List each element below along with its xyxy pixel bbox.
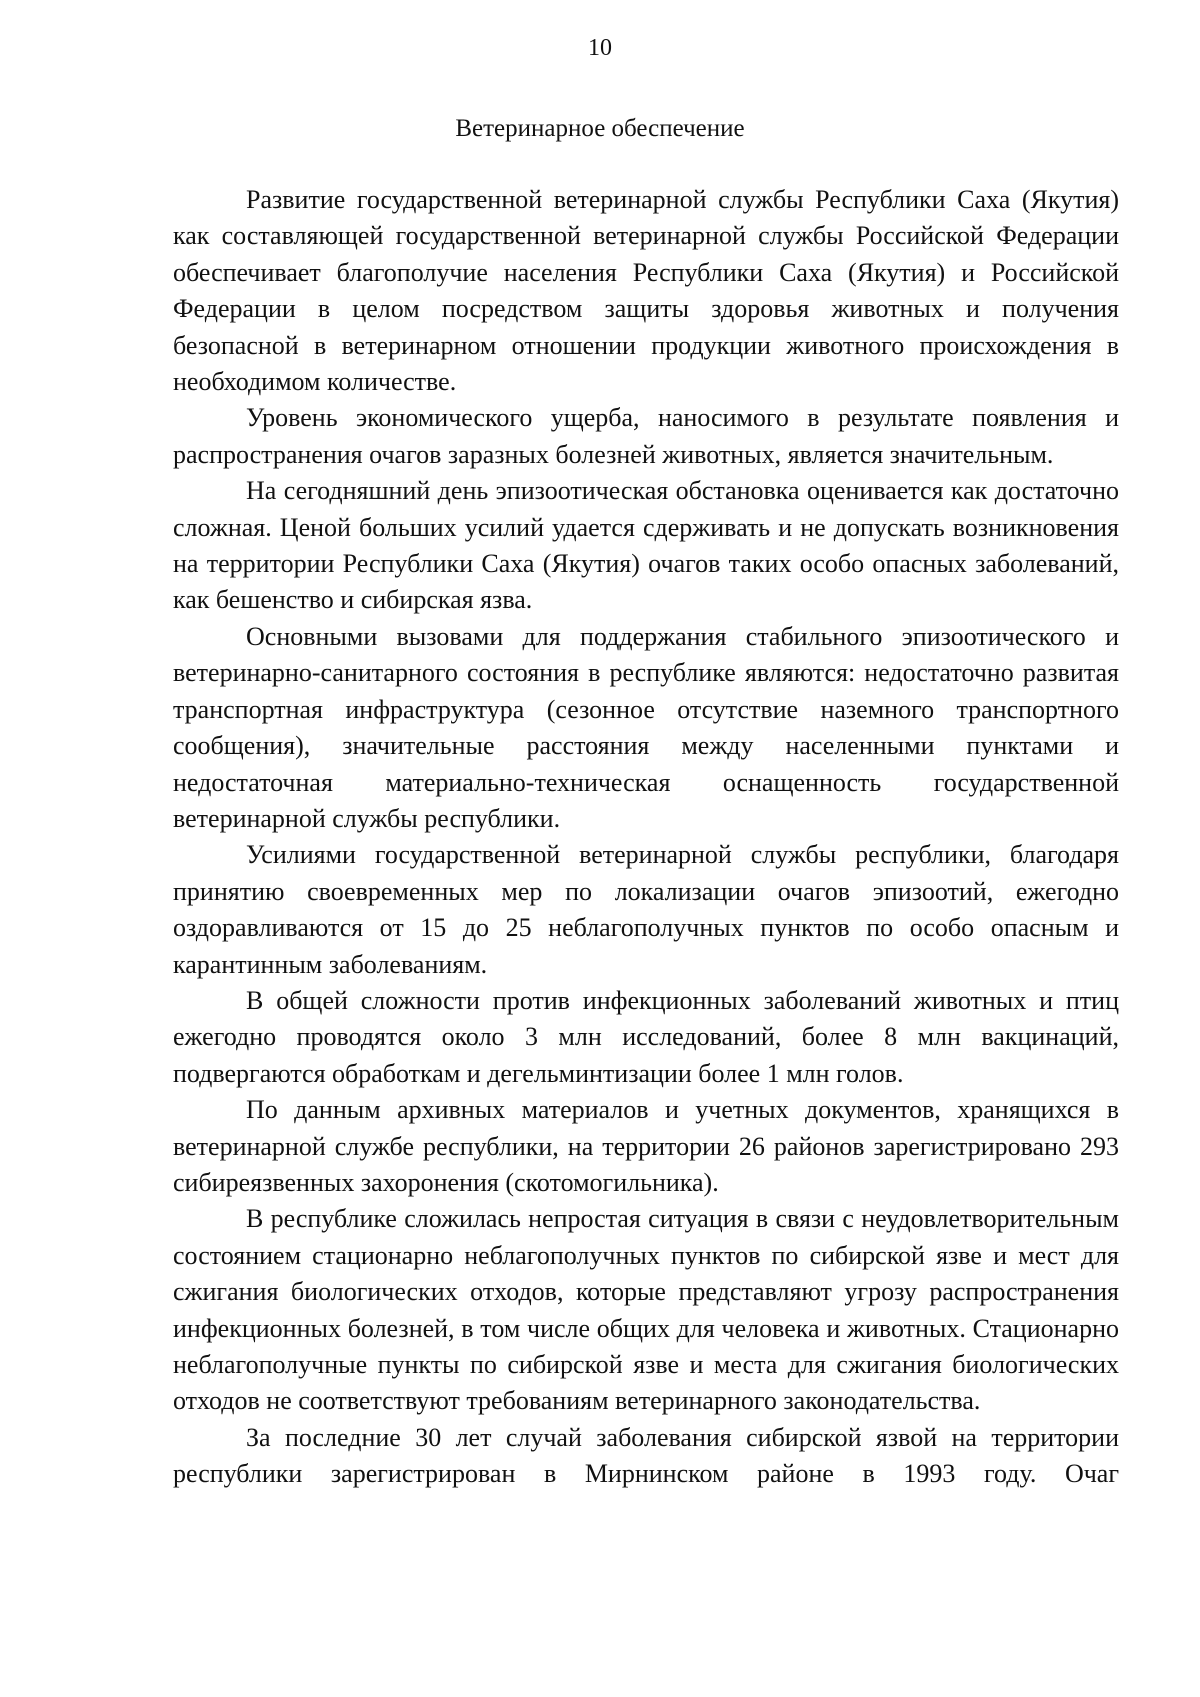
section-heading: Ветеринарное обеспечение <box>455 115 745 142</box>
paragraph: Уровень экономического ущерба, наносимого в результате появления и распространения очагов заразных болезней животных, является значительным. <box>173 403 1119 469</box>
paragraph: Усилиями государственной ветеринарной службы республики, благодаря принятию своевременных мер по локализации очагов эпизоотий, ежегодно оздоравливаются от 15 до 25 неблагополучных пунктов по особо опасным и карантинным заболеваниям. <box>173 840 1119 979</box>
body-text <box>173 182 1119 1493</box>
paragraph: По данным архивных материалов и учетных документов, хранящихся в ветеринарной службе республики, на территории 26 районов зарегистрировано 293 сибиреязвенных захоронения (скотомогильника). <box>173 1095 1119 1197</box>
paragraph: Основными вызовами для поддержания стабильного эпизоотического и ветеринарно-санитарного состояния в республике являются: недостаточно развитая транспортная инфраструктура (сезонное отсутствие наземного транспортного сообщения), значительные расстояния между населенными пунктами и недостаточная материально-техническая оснащенность государственной ветеринарной службы республики. <box>173 621 1119 833</box>
paragraph: В республике сложилась непростая ситуация в связи с неудовлетворительным состоянием стационарно неблагополучных пунктов по сибирской язве и мест для сжигания биологических отходов, которые представляют угрозу распространения инфекционных болезней, в том числе общих для человека и животных. Стационарно неблагополучные пункты по сибирской язве и места для сжигания биологических отходов не соответствуют требованиям ветеринарного законодательства. <box>173 1204 1119 1416</box>
paragraph: На сегодняшний день эпизоотическая обстановка оценивается как достаточно сложная. Ценой больших усилий удается сдерживать и не допускать возникновения на территории Республики Саха (Якутия) очагов таких особо опасных заболеваний, как бешенство и сибирская язва. <box>173 476 1119 615</box>
paragraph: В общей сложности против инфекционных заболеваний животных и птиц ежегодно проводятся около 3 млн исследований, более 8 млн вакцинаций, подвергаются обработкам и дегельминтизации более 1 млн голов. <box>173 985 1119 1088</box>
page-number: 10 <box>588 35 612 61</box>
paragraph: Развитие государственной ветеринарной службы Республики Саха (Якутия) как составляющей государственной ветеринарной службы Российской Федерации обеспечивает благополучие населения Республики Саха (Якутия) и Российской Федерации в целом посредством защиты здоровья животных и получения безопасной в ветеринарном отношении продукции животного происхождения в необходимом количестве. <box>173 185 1119 397</box>
paragraph: За последние 30 лет случай заболевания сибирской язвой на территории республики зарегистрирован в Мирнинском районе в 1993 году. Очаг <box>173 1422 1119 1489</box>
